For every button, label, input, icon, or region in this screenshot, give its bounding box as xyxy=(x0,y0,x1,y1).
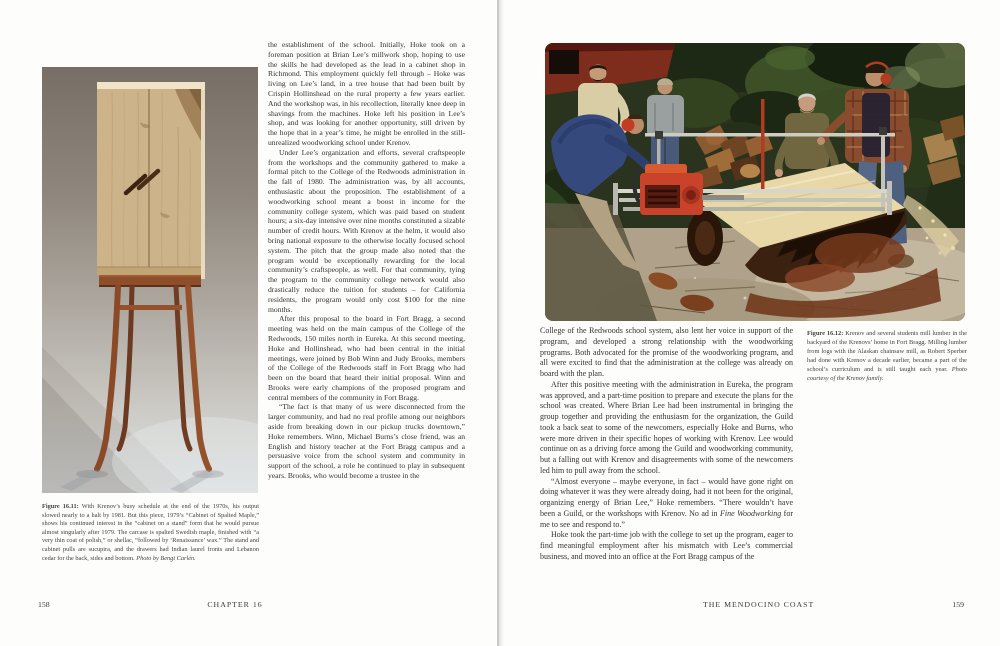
right-page xyxy=(502,0,1000,646)
paragraph xyxy=(268,314,465,402)
text-segment: Under Lee’s organization and efforts, several craftspeople from the workshops and the community gathered to make a formal pitch to the College of the Redwoods administration in the fall of 1980. The administration was, by all accounts, enthusiastic about the proposition. The establishment of a woodworking school meant a boost in income for the community college system, which was paid based on student hours; a six-day intensive over nine months constituted a sizable number of credit hours. With Krenov at the helm, it would also bring national exposure to the otherwise locally focused school system. The pitch that the group made also noted that the program would be exceptionally rewarding for the local community’s craftspeople, as well. For that community, tying the program to the community college network would also drastically reduce the tuition for students – for California residents, the program would only cost $100 for the nine months. xyxy=(268,147,465,314)
text-segment: Figure 16.12: xyxy=(807,330,846,337)
text-segment: After this proposal to the board in Fort Bragg, a second meeting was held on the main campus of the College of the Redwoods, 150 miles north in Eureka. At this second meeting, Hoke and Hollinshead, who had been central in the initial meetings, were joined by Bob Winn and Judy Brooks, members of the College of the Redwoods staff in Fort Bragg who had been on the board that heard their initial proposal. Winn and Brooks were early champions of the proposed program and central members of the community in Fort Bragg. xyxy=(268,314,465,402)
paragraph xyxy=(540,530,793,562)
figure-16-11-caption xyxy=(42,503,259,563)
text-segment: Figure 16.11: xyxy=(42,503,82,510)
milling-photo xyxy=(545,43,965,321)
text-segment: With Krenov’s busy schedule at the end of the 1970s, his output slowed nearly to a halt by 1981. But this piece, 1979’s “Cabinet of Spalted Maple,” shows his continued interest in the “cabinet on a stand” form that he would pursue almost singularly after 1979. The carcase is spalted Swedish maple, finished with “a very thin coat of polish,” or shellac, “followed by ‘Renaissance’ wax.” The stand and cabinet pulls are sucupira, and the drawers had Indian laurel fronts and Lebanon cedar for the back, sides and bottom. xyxy=(42,503,259,562)
cabinet-figure xyxy=(42,67,258,493)
text-segment: the establishment of the school. Initially, Hoke took on a foreman position at Brian Lee’s millwork shop, hoping to use the skills he had developed as the lead in a cabinet shop in Richmond. This employment quickly fell through – Hoke was living on Lee’s land, in a tree house that had been built by Crispin Hollinshead on the rural property a few years earlier. And the workshop was, in his recollection, literally knee deep in shavings from the machines. Hoke left his position in Lee’s shop, and was looking for another opportunity, still driven by the hope that in a year’s time, he might be enrolled in the still-unrealized woodworking school under Krenov. xyxy=(268,40,465,147)
text-segment: Krenov and several students mill lumber in the backyard of the Krenovs’ home in Fort Bragg. Milling lumber from logs with the Alaskan chainsaw mill, as Robert Sperber had done with Krenov a decade earlier, became a part of the school’s curriculum and is still taught each year. xyxy=(807,330,967,373)
paragraph xyxy=(540,326,793,380)
left-text-column xyxy=(268,40,465,481)
milling-figure xyxy=(545,43,965,321)
paragraph xyxy=(540,477,793,531)
paragraph xyxy=(268,40,465,148)
left-page xyxy=(0,0,497,646)
text-segment: for me to see and respond to.” xyxy=(540,508,794,529)
right-text-column xyxy=(540,326,793,563)
text-segment: Photo courtesy of the Krenov family. xyxy=(807,365,967,382)
paragraph xyxy=(807,330,967,383)
text-segment: Fine Woodworking xyxy=(720,508,782,518)
paragraph xyxy=(268,402,465,480)
right-page-number: 159 xyxy=(952,600,964,609)
text-segment: Photo by Bengt Carlén. xyxy=(136,554,196,562)
left-page-number: 158 xyxy=(38,600,50,609)
text-segment: “Almost everyone – maybe everyone, in fact – would have gone right on doing whatever it was they were already doing, had it not been for the original, organizing energy of Brian Lee,” Hoke remembers. “There wouldn’t have been a Guild, or the workshops with Krenov. No ad in xyxy=(540,476,793,518)
paragraph xyxy=(42,503,259,563)
paragraph xyxy=(268,148,465,315)
right-running-head: THE MENDOCINO COAST xyxy=(703,600,815,609)
figure-16-12-caption xyxy=(807,330,967,383)
text-segment: “The fact is that many of us were disconnected from the larger community, and had no real profile among our neighbors aside from breaking down in our pickup trucks downtown,” Hoke remembers. Winn, Michael Burns’s close friend, was an English and history teacher at the Fort Bragg campus and a persuasive voice from the school system and community in support of the school, a role he continued to play in subsequent years. Brooks, who would become a trustee in the xyxy=(268,402,465,481)
text-segment: Hoke took the part-time job with the college to set up the program, eager to find meaningful employment after his mismatch with Lee’s commercial business, and moved into an office at the Fort Bragg campus of the xyxy=(540,530,793,561)
cabinet-photo xyxy=(42,67,258,493)
left-running-head: CHAPTER 16 xyxy=(207,600,263,609)
cabinet-carcase xyxy=(97,82,205,279)
text-segment: College of the Redwoods school system, also lent her voice in support of the program, and developed a strong relationship with the woodworking programs. Both advocated for the promise of the woodworking program, and all were excited to find that the administration at the college was already on board with the plan. xyxy=(540,326,793,378)
text-segment: After this positive meeting with the administration in Eureka, the program was approved, and a part-time position to prepare and execute the plans for the school was created. Where Brian Lee had been instrumental in bringing the group together and providing the enthusiasm for the organization, the Guild took a back seat to some of the newcomers, especially Hoke and Burns, who were more driven in their specific hopes of working with Krenov. Lee would continue on as a driving force among the Guild and woodworking community, but a falling out with Krenov and disagreements with some of the newcomers led him to pull away from the school. xyxy=(540,379,793,475)
paragraph xyxy=(540,380,793,477)
